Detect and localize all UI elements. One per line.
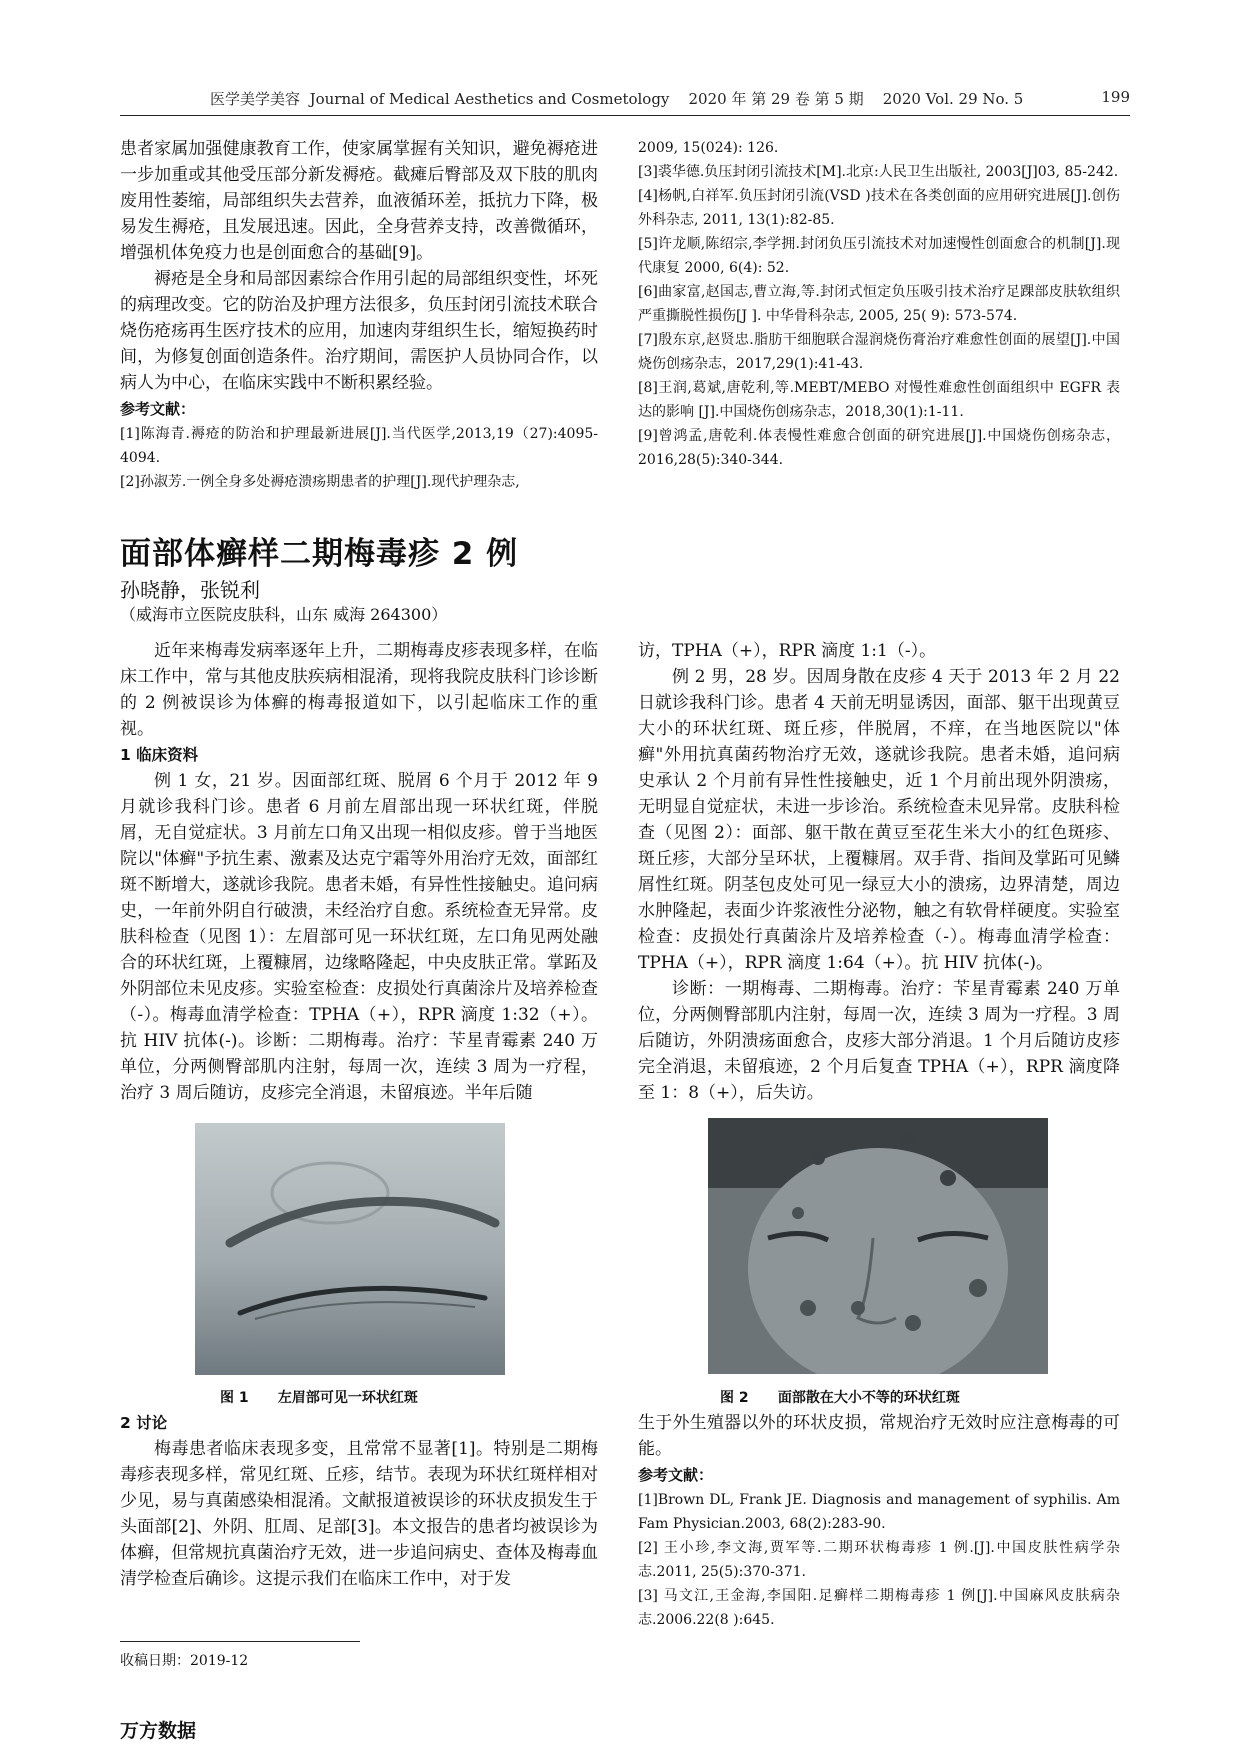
header-rule [120,115,1130,116]
case1-continued: 访，TPHA（+），RPR 滴度 1:1（-）。 [638,641,937,661]
prev-reference-8: [8]王润,葛斌,唐乾利,等.MEBT/MEBO 对慢性难愈性创面组织中 EGFR 表达的影响 [J].中国烧伤创疡杂志，2018,30(1):1-11. [638,380,1120,420]
figure-2-caption [720,1387,960,1407]
journal-title-en: Journal of Medical Aesthetics and Cosmetology [309,90,670,108]
diagnosis-paragraph: 诊断：一期梅毒、二期梅毒。治疗：苄星青霉素 240 万单位，分两侧臀部肌内注射，每周一次，连续 3 周为一疗程。3 周后随访，外阴溃疡面愈合，皮疹大部分消退。1 个月后随访皮疹完全消退，未留痕迹，2 个月后复查 TPHA（+），RPR 滴度降至 1：8（+），后失访。 [638,979,1120,1103]
prev-article-left-column [120,136,598,494]
prev-reference-2: [2]孙淑芳.一例全身多处褥疮溃疡期患者的护理[J].现代护理杂志, [120,474,520,490]
figure-2-photo [708,1118,1048,1374]
figure-2-caption-text: 面部散在大小不等的环状红斑 [777,1390,960,1406]
article-affiliation: （威海市立医院皮肤科，山东 威海 264300） [120,605,448,624]
article-authors: 孙晓静，张锐利 [120,578,260,602]
journal-title-cn: 医学美学美容 [210,90,301,108]
article-references-heading: 参考文献： [638,1466,714,1484]
figure-1-photo [195,1123,505,1375]
case2-paragraph: 例 2 男，28 岁。因周身散在皮疹 4 天于 2013 年 2 月 22 日就诊我科门诊。患者 4 天前无明显诱因，面部、躯干出现黄豆大小的环状红斑、斑丘疹，伴脱屑，不痒，在当地医院以"体癣"外用抗真菌药物治疗无效，遂就诊我院。患者未婚，追问病史承认 2 个月前有异性性接触史，近 1 个月前出现外阴溃疡，无明显自觉症状，未进一步诊治。系统检查未见异常。皮肤科检查（见图 2）：面部、躯干散在黄豆至花生米大小的红色斑疹、斑丘疹，大部分呈环状，上覆糠屑。双手背、指间及掌跖可见鳞屑性红斑。阴茎包皮处可见一绿豆大小的溃疡，边界清楚，周边水肿隆起，表面少许浆液性分泌物，触之有软骨样硬度。实验室检查：皮损处行真菌涂片及培养检查（-）。梅毒血清学检查：TPHA（+），RPR 滴度 1:64（+）。抗 HIV 抗体(-)。 [638,667,1120,973]
article-reference-3: [3] 马文江,王金海,李国阳.足癣样二期梅毒疹 1 例[J].中国麻风皮肤病杂志.2006.22(8 ):645. [638,1588,1120,1628]
prev-reference-4: [4]杨帆,白祥军.负压封闭引流(VSD )技术在各类创面的应用研究进展[J].创伤外科杂志, 2011, 13(1):82-85. [638,188,1120,228]
article-title: 面部体癣样二期梅毒疹 2 例 [120,536,519,572]
discussion-right-column [638,1410,1120,1632]
discussion-paragraph: 梅毒患者临床表现多变，且常常不显著[1]。特别是二期梅毒疹表现多样，常见红斑、丘疹，结节。表现为环状红斑样相对少见，易与真菌感染相混淆。文献报道被误诊的环状皮损发生于头面部[2]、外阴、肛周、足部[3]。本文报告的患者均被误诊为体癣，但常规抗真菌治疗无效，进一步追问病史、查体及梅毒血清学检查后确诊。这提示我们在临床工作中，对于发 [120,1439,598,1589]
case1-paragraph: 例 1 女，21 岁。因面部红斑、脱屑 6 个月于 2012 年 9 月就诊我科门诊。患者 6 月前左眉部出现一环状红斑，伴脱屑，无自觉症状。3 月前左口角又出现一相似皮疹。曾于当地医院以"体癣"予抗生素、激素及达克宁霜等外用治疗无效，面部红斑不断增大，遂就诊我院。患者未婚，有异性性接触史。追问病史，一年前外阴自行破溃，未经治疗自愈。系统检查无异常。皮肤科检查（见图 1）：左眉部可见一环状红斑，左口角见两处融合的环状红斑，上覆糠屑，边缘略隆起，中央皮肤正常。掌跖及外阴部位未见皮疹。实验室检查：皮损处行真菌涂片及培养检查（-）。梅毒血清学检查：TPHA（+），RPR 滴度 1:32（+）。抗 HIV 抗体(-)。诊断：二期梅毒。治疗：苄星青霉素 240 万单位，分两侧臀部肌内注射，每周一次，连续 3 周为一疗程，治疗 3 周后随访，皮疹完全消退，未留痕迹。半年后随 [120,771,598,1103]
received-date: 收稿日期：2019-12 [120,1653,249,1669]
prev-reference-7: [7]殷东京,赵贤忠.脂肪干细胞联合湿润烧伤膏治疗难愈性创面的展望[J].中国烧伤创疡杂志，2017,29(1):41-43. [638,332,1120,372]
page-number: 199 [1101,88,1130,106]
article-right-column [638,638,1120,1106]
article-reference-2: [2] 王小珍,李文海,贾军等.二期环状梅毒疹 1 例.[J].中国皮肤性病学杂志.2011, 25(5):370-371. [638,1540,1120,1580]
issue-en: 2020 Vol. 29 No. 5 [882,90,1024,108]
figure-1-caption-text: 左眉部可见一环状红斑 [277,1390,418,1406]
prev-reference-5: [5]许龙顺,陈绍宗,李学拥.封闭负压引流技术对加速慢性创面愈合的机制[J].现代康复 2000, 6(4): 52. [638,236,1120,276]
issue-cn: 2020 年 第 29 卷 第 5 期 [688,90,864,108]
figure-2-label: 图 2 [720,1390,749,1406]
prev-reference-2-cont: 2009, 15(024): 126. [638,140,779,156]
prev-reference-9: [9]曾鸿孟,唐乾利.体表慢性难愈合创面的研究进展[J].中国烧伤创疡杂志，2016,28(5):340-344. [638,428,1120,468]
footnote-rule [120,1641,360,1642]
prev-references-heading: 参考文献： [120,400,196,418]
section-heading-clinical: 1 临床资料 [120,746,199,764]
figure-1-label: 图 1 [220,1390,249,1406]
prev-reference-6: [6]曲家富,赵国志,曹立海,等.封闭式恒定负压吸引技术治疗足踝部皮肤软组织严重撕脱性损伤[J ]. 中华骨科杂志, 2005, 25( 9): 573-574. [638,284,1120,324]
prev-paragraph-2: 褥疮是全身和局部因素综合作用引起的局部组织变性，坏死的病理改变。它的防治及护理方法很多，负压封闭引流技术联合烧伤疮疡再生医疗技术的应用，加速肉芽组织生长，缩短换药时间，为修复创面创造条件。治疗期间，需医护人员协同合作，以病人为中心，在临床实践中不断积累经验。 [120,269,598,393]
section-heading-discussion: 2 讨论 [120,1414,168,1432]
article-reference-1: [1]Brown DL, Frank JE. Diagnosis and management of syphilis. Am Fam Physician.2003, 68(2):283-90. [638,1492,1120,1532]
intro-paragraph: 近年来梅毒发病率逐年上升，二期梅毒皮疹表现多样，在临床工作中，常与其他皮肤疾病相混淆，现将我院皮肤科门诊诊断的 2 例被误诊为体癣的梅毒报道如下，以引起临床工作的重视。 [120,641,598,739]
header-line [210,88,1023,109]
running-header [120,88,1130,114]
discussion-left-column [120,1410,598,1592]
article-left-column [120,638,598,1106]
figure-1-caption [220,1387,418,1407]
prev-reference-1: [1]陈海青.褥疮的防治和护理最新进展[J].当代医学,2013,19（27):4095-4094. [120,426,598,466]
discussion-continued: 生于外生殖器以外的环状皮损，常规治疗无效时应注意梅毒的可能。 [638,1413,1120,1459]
wanfang-watermark: 万方数据 [120,1720,197,1742]
prev-article-right-column [638,136,1120,472]
prev-reference-3: [3]裘华德.负压封闭引流技术[M].北京:人民卫生出版社, 2003[J]03, 85-242. [638,164,1119,180]
prev-paragraph-1: 患者家属加强健康教育工作，使家属掌握有关知识，避免褥疮进一步加重或其他受压部分新发褥疮。截瘫后臀部及双下肢的肌肉废用性萎缩，局部组织失去营养，血液循环差，抵抗力下降，极易发生褥疮，且发展迅速。因此，全身营养支持，改善微循环，增强机体免疫力也是创面愈合的基础[9]。 [120,139,598,263]
